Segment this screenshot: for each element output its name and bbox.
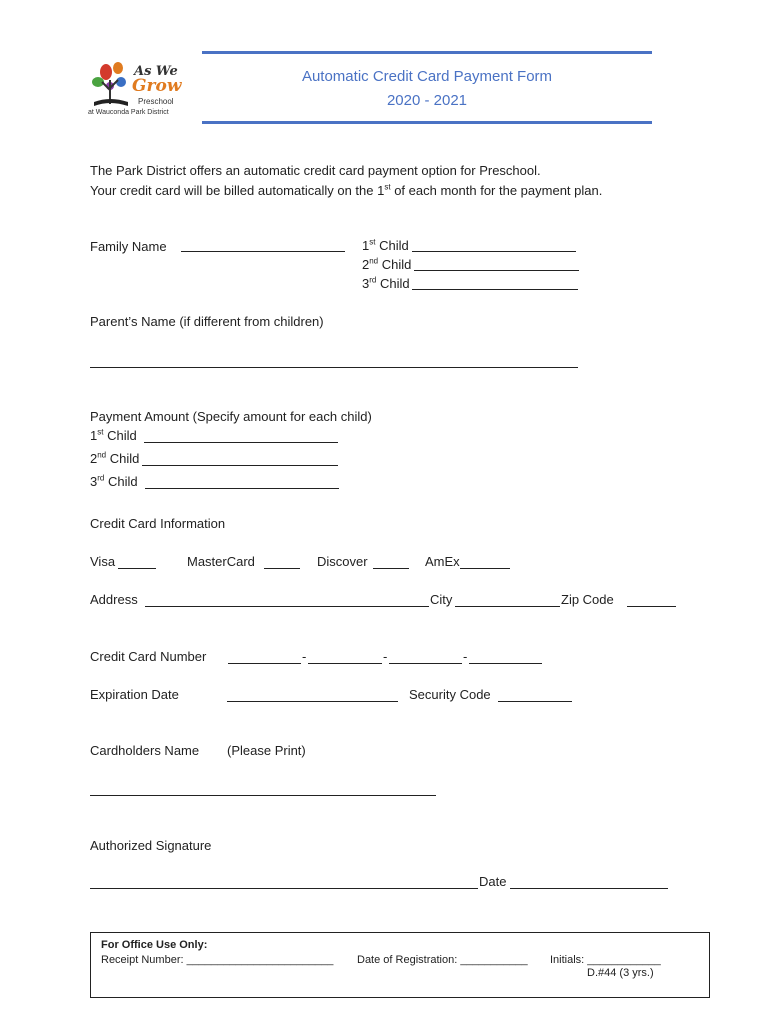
form-title: Automatic Credit Card Payment Form: [301, 68, 553, 85]
logo-text-preschool: Preschool: [138, 97, 174, 106]
security-code-field[interactable]: [498, 687, 572, 702]
intro-line-1: The Park District offers an automatic credit card payment option for Preschool.: [90, 163, 541, 178]
cardholder-name-label: Cardholders Name: [90, 743, 200, 758]
card-number-dash-2: -: [383, 649, 388, 664]
form-year: 2020 - 2021: [386, 92, 468, 109]
registration-date-field: Date of Registration: ___________: [357, 954, 528, 966]
city-label: City: [430, 592, 453, 607]
credit-card-section-label: Credit Card Information: [90, 516, 226, 531]
expiration-date-field[interactable]: [227, 687, 398, 702]
signature-field[interactable]: [90, 874, 478, 889]
payment-child-2-field[interactable]: [142, 451, 338, 466]
city-field[interactable]: [455, 592, 560, 607]
header-bottom-rule: [202, 121, 652, 124]
signature-date-label: Date: [479, 874, 507, 889]
card-number-group-1[interactable]: [228, 649, 301, 664]
card-number-group-4[interactable]: [469, 649, 542, 664]
child-1-field[interactable]: [412, 237, 576, 252]
header-top-rule: [202, 51, 652, 54]
expiration-date-label: Expiration Date: [90, 687, 179, 702]
cardholder-name-field[interactable]: [90, 781, 436, 796]
amex-field[interactable]: [460, 554, 510, 569]
payment-amount-label: Payment Amount (Specify amount for each child): [90, 409, 372, 424]
zip-code-label: Zip Code: [561, 592, 614, 607]
visa-field[interactable]: [118, 554, 156, 569]
card-number-group-2[interactable]: [308, 649, 382, 664]
office-use-box: [90, 932, 710, 998]
discover-label: Discover: [317, 554, 368, 569]
address-field[interactable]: [145, 592, 429, 607]
signature-date-field[interactable]: [510, 874, 668, 889]
visa-label: Visa: [90, 554, 116, 569]
security-code-label: Security Code: [409, 687, 491, 702]
please-print-note: (Please Print): [227, 743, 306, 758]
child-3-label: 3rd Child: [362, 275, 410, 291]
discover-field[interactable]: [373, 554, 409, 569]
mastercard-field[interactable]: [264, 554, 300, 569]
card-number-group-3[interactable]: [389, 649, 462, 664]
amex-label: AmEx: [425, 554, 460, 569]
child-2-field[interactable]: [414, 256, 579, 271]
card-number-label: Credit Card Number: [90, 649, 207, 664]
address-label: Address: [90, 592, 138, 607]
payment-child-3-label: 3rd Child: [90, 473, 138, 489]
payment-child-2-label: 2nd Child: [90, 450, 140, 466]
tree-icon: [88, 60, 134, 108]
payment-child-3-field[interactable]: [145, 474, 339, 489]
zip-code-field[interactable]: [627, 592, 676, 607]
payment-child-1-label: 1st Child: [90, 427, 137, 443]
family-name-label: Family Name: [90, 239, 167, 254]
document-code: D.#44 (3 yrs.): [587, 967, 654, 979]
mastercard-label: MasterCard: [187, 554, 255, 569]
parent-name-field[interactable]: [90, 353, 578, 368]
family-name-field[interactable]: [181, 237, 345, 252]
parent-name-label: Parent’s Name (if different from children): [90, 314, 324, 329]
logo-text-as-we: As We: [134, 64, 178, 79]
initials-field: Initials: ____________: [550, 954, 661, 966]
payment-child-1-field[interactable]: [144, 428, 338, 443]
intro-line-2: Your credit card will be billed automatically on the 1st of each month for the payment plan.: [90, 182, 603, 198]
logo-text-grow: Grow: [132, 76, 182, 96]
child-1-label: 1st Child: [362, 237, 409, 253]
logo-text-park-district: at Wauconda Park District: [88, 109, 169, 116]
card-number-dash-3: -: [463, 649, 468, 664]
authorized-signature-label: Authorized Signature: [90, 838, 212, 853]
receipt-number-field: Receipt Number: ________________________: [101, 954, 334, 966]
preschool-logo: [88, 60, 188, 122]
child-3-field[interactable]: [412, 275, 578, 290]
child-2-label: 2nd Child: [362, 256, 412, 272]
office-use-heading: For Office Use Only:: [101, 939, 208, 951]
card-number-dash-1: -: [302, 649, 307, 664]
